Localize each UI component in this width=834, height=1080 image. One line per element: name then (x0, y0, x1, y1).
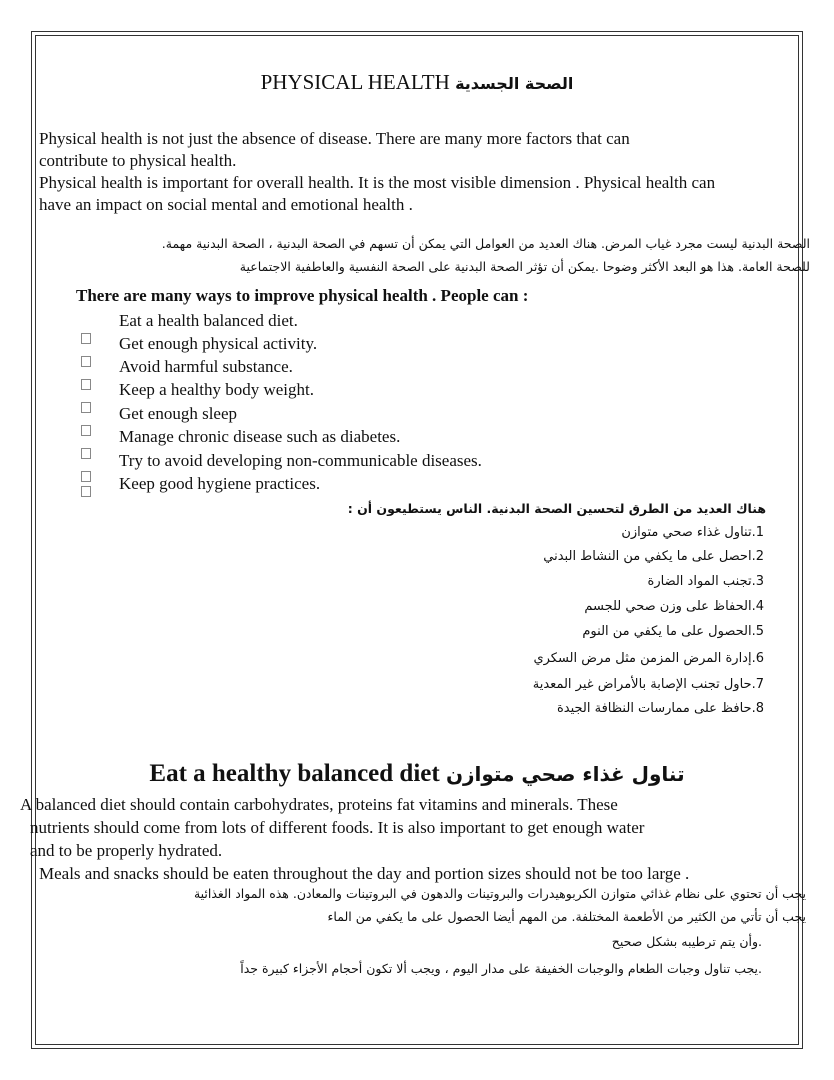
ways-item-8: Keep good hygiene practices. (119, 474, 321, 493)
ar-list-item-6: 6.إدارة المرض المزمن مثل مرض السكري (533, 651, 764, 666)
ar-list-item-8: 8.حافظ على ممارسات النظافة الجيدة (556, 701, 764, 716)
checkbox-icon (81, 425, 91, 436)
intro-ar-line-2: للصحة العامة. هذا هو البعد الأكثر وضوحا .يمكن أن تؤثر الصحة البدنية على الصحة النفسية والعاطفية الاجتماعية (239, 259, 810, 274)
ar-list-item-7: 7.حاول تجنب الإصابة بالأمراض غير المعدية (532, 677, 764, 692)
checkbox-icon (81, 471, 91, 482)
intro-en-line-3: Physical health is important for overall health. It is the most visible dimension . Physical health can (39, 173, 716, 192)
ar-list-item-4: 4.الحفاظ على وزن صحي للجسم (584, 599, 764, 614)
diet-en-line-3: and to be properly hydrated. (30, 841, 223, 860)
ways-item-6: Manage chronic disease such as diabetes. (119, 427, 401, 446)
ways-item-7: Try to avoid developing non-communicable diseases. (119, 451, 482, 470)
checkbox-icon (81, 448, 91, 459)
intro-en-line-4: have an impact on social mental and emotional health . (39, 195, 413, 214)
intro-en-line-2: contribute to physical health. (39, 151, 237, 170)
title-en: PHYSICAL HEALTH (260, 70, 450, 94)
checkbox-icon (81, 486, 91, 497)
section-heading-en: Eat a healthy balanced diet (149, 760, 440, 787)
ar-list-item-2: 2.احصل على ما يكفي من النشاط البدني (543, 549, 764, 564)
intro-en-line-1: Physical health is not just the absence of disease. There are many more factors that can (39, 129, 630, 148)
checkbox-icon (81, 402, 91, 413)
checkbox-icon (81, 379, 91, 390)
ar-list-item-1: 1.تناول غذاء صحي متوازن (621, 525, 764, 540)
ways-heading: There are many ways to improve physical health . People can : (76, 286, 529, 305)
ways-item-5: Get enough sleep (119, 404, 238, 423)
ways-item-3: Avoid harmful substance. (119, 357, 293, 376)
ways-item-1: Eat a health balanced diet. (119, 311, 298, 330)
checkbox-icon (81, 356, 91, 367)
ways-item-4: Keep a healthy body weight. (119, 380, 314, 399)
section-heading-ar: تناول غذاء صحي متوازن (445, 762, 685, 786)
ar-list-item-3: 3.تجنب المواد الضارة (647, 574, 764, 589)
intro-ar-line-1: الصحة البدنية ليست مجرد غياب المرض. هناك العديد من العوامل التي يمكن أن تسهم في الصحة البدنية ، الصحة البدنية مهمة. (161, 236, 810, 251)
title-ar: الصحة الجسدية (455, 74, 574, 93)
ar-ways-heading: هناك العديد من الطرق لتحسين الصحة البدنية. الناس يستطيعون أن : (347, 501, 766, 516)
diet-en-line-4: Meals and snacks should be eaten throughout the day and portion sizes should not be too large . (39, 864, 690, 883)
page-title (0, 70, 834, 95)
diet-ar-line-3: .وأن يتم ترطيبه بشكل صحيح (611, 934, 762, 949)
checkbox-icon (81, 333, 91, 344)
diet-ar-line-2: يجب أن تأتي من الكثير من الأطعمة المختلفة. من المهم أيضا الحصول على ما يكفي من الماء (327, 909, 806, 924)
ways-item-2: Get enough physical activity. (119, 334, 318, 353)
diet-en-line-2: nutrients should come from lots of different foods. It is also important to get enough water (30, 818, 645, 837)
diet-ar-line-1: يجب أن تحتوي على نظام غذائي متوازن الكربوهيدرات والبروتينات والدهون في البروتينات والمعادن. هذه المواد الغذائية (193, 886, 806, 901)
ar-list-item-5: 5.الحصول على ما يكفي من النوم (582, 624, 764, 639)
section-heading (0, 760, 834, 788)
diet-en-line-1: A balanced diet should contain carbohydrates, proteins fat vitamins and minerals. These (20, 795, 618, 814)
diet-ar-line-4: .يجب تناول وجبات الطعام والوجبات الخفيفة على مدار اليوم ، ويجب ألا تكون أحجام الأجزاء كبيرة جداً (240, 961, 762, 976)
